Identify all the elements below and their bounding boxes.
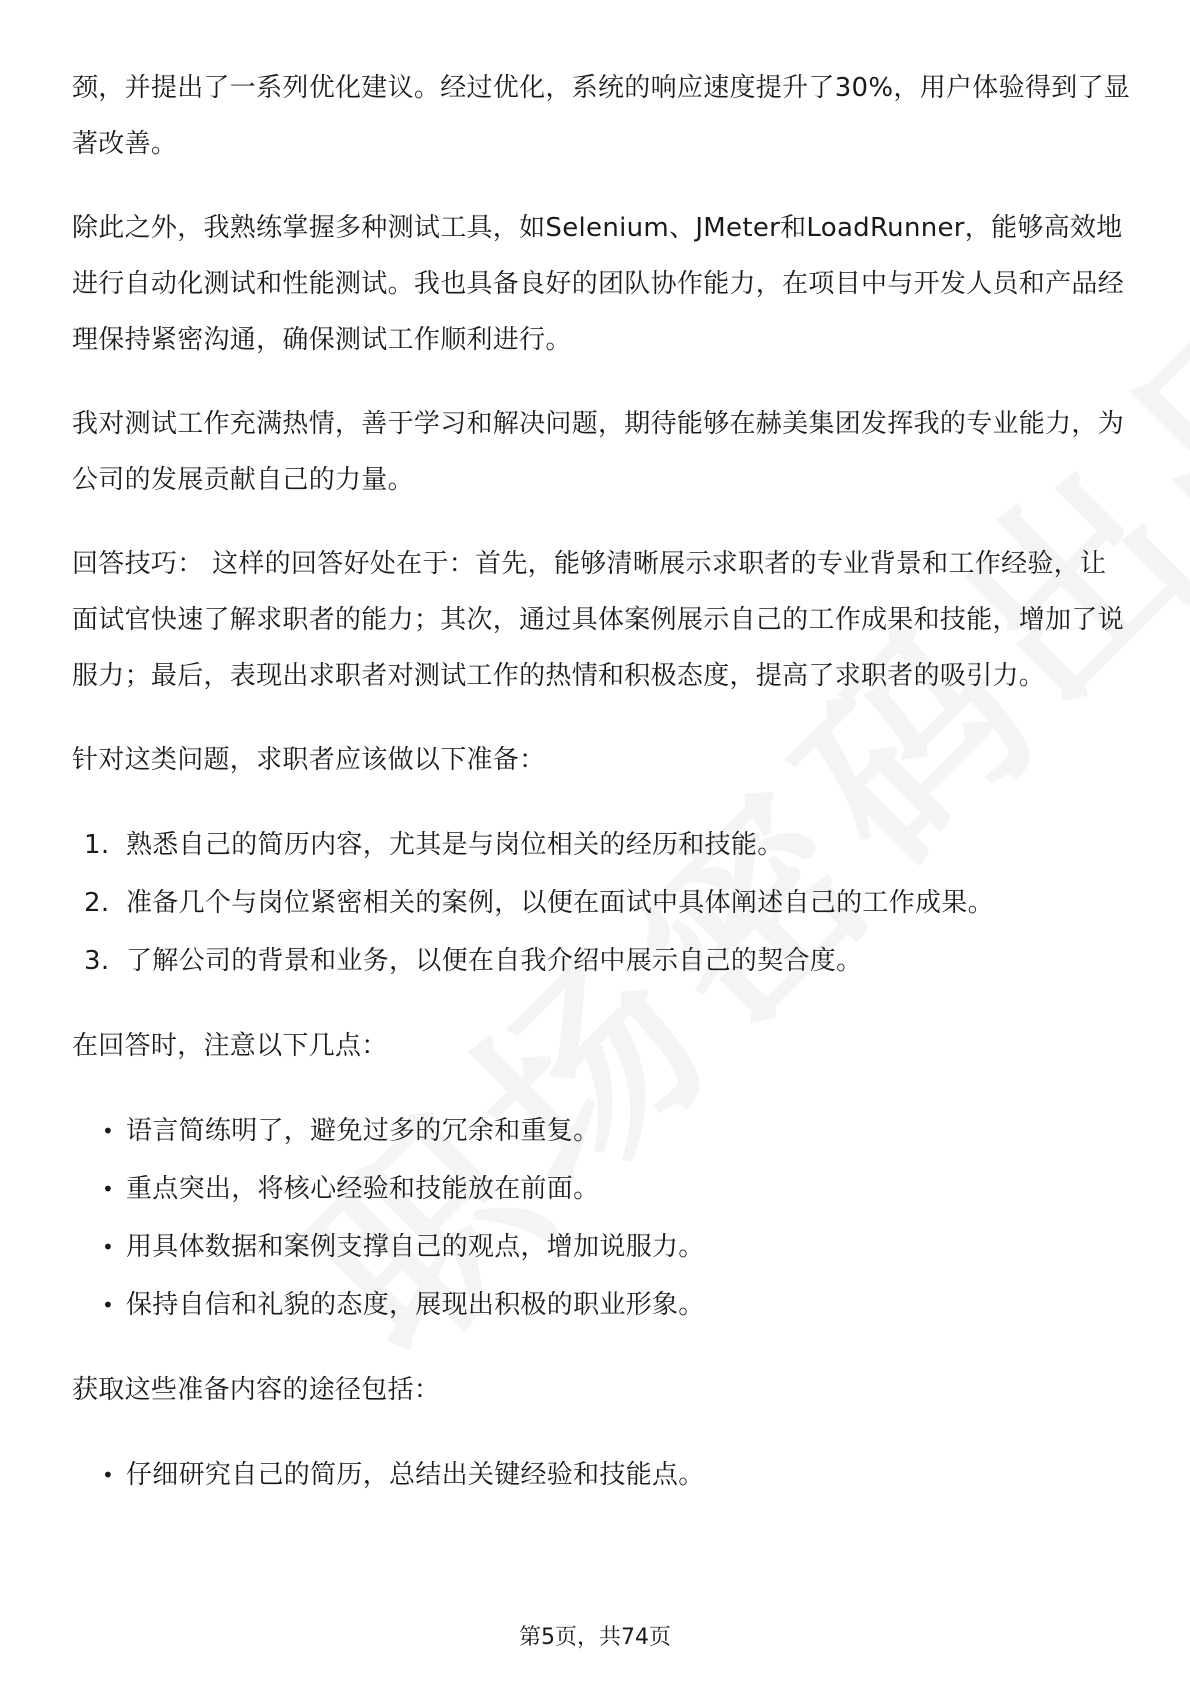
- list-item-text: 熟悉自己的简历内容，尤其是与岗位相关的经历和技能。: [126, 830, 784, 860]
- sources-list: [72, 1446, 1132, 1504]
- page-number-footer: 第5页，共74页: [519, 1625, 671, 1650]
- list-item: [72, 874, 1132, 932]
- list-item: [72, 1446, 1132, 1504]
- list-item-text: 用具体数据和案例支撑自己的观点，增加说服力。: [126, 1232, 705, 1262]
- paragraph-tips-intro: 在回答时，注意以下几点：: [72, 1031, 388, 1061]
- paragraph-answer-tips: 回答技巧： 这样的回答好处在于：首先，能够清晰展示求职者的专业背景和工作经验，让面试官快速了解求职者的能力；其次，通过具体案例展示自己的工作成果和技能，增加了说服力；最后，表现出求职者对测试工作的热情和积极态度，提高了求职者的吸引力。: [72, 549, 1125, 691]
- list-item-text: 重点突出，将核心经验和技能放在前面。: [126, 1174, 600, 1204]
- list-item-text: 保持自信和礼貌的态度，展现出积极的职业形象。: [126, 1290, 705, 1320]
- list-item: [72, 932, 1132, 990]
- list-item: [72, 1276, 1132, 1334]
- list-item: [72, 1102, 1132, 1160]
- tips-list: [72, 1102, 1132, 1334]
- document-body: [72, 60, 1132, 1532]
- bullet-icon: •: [102, 1235, 115, 1259]
- list-number: 3.: [84, 946, 110, 976]
- paragraph-tools: 除此之外，我熟练掌握多种测试工具，如Selenium、JMeter和LoadRunner，能够高效地进行自动化测试和性能测试。我也具备良好的团队协作能力，在项目中与开发人员和产品经理保持紧密沟通，确保测试工作顺利进行。: [72, 213, 1125, 355]
- list-item: [72, 1160, 1132, 1218]
- bullet-icon: •: [102, 1463, 115, 1487]
- list-number: 1.: [84, 830, 110, 860]
- list-number: 2.: [84, 888, 110, 918]
- list-item: [72, 816, 1132, 874]
- list-item-text: 准备几个与岗位紧密相关的案例，以便在面试中具体阐述自己的工作成果。: [126, 888, 994, 918]
- list-item-text: 了解公司的背景和业务，以便在自我介绍中展示自己的契合度。: [126, 946, 863, 976]
- prep-list: [72, 816, 1132, 990]
- bullet-icon: •: [102, 1293, 115, 1317]
- list-item-text: 仔细研究自己的简历，总结出关键经验和技能点。: [126, 1460, 705, 1490]
- paragraph-sources-intro: 获取这些准备内容的途径包括：: [72, 1375, 441, 1405]
- list-item: [72, 1218, 1132, 1276]
- paragraph-passion: 我对测试工作充满热情，善于学习和解决问题，期待能够在赫美集团发挥我的专业能力，为公司的发展贡献自己的力量。: [72, 409, 1125, 495]
- list-item-text: 语言简练明了，避免过多的冗余和重复。: [126, 1116, 600, 1146]
- paragraph-continuation: 颈，并提出了一系列优化建议。经过优化，系统的响应速度提升了30%，用户体验得到了显著改善。: [72, 73, 1131, 159]
- bullet-icon: •: [102, 1177, 115, 1201]
- paragraph-prep-intro: 针对这类问题，求职者应该做以下准备：: [72, 745, 546, 775]
- bullet-icon: •: [102, 1119, 115, 1143]
